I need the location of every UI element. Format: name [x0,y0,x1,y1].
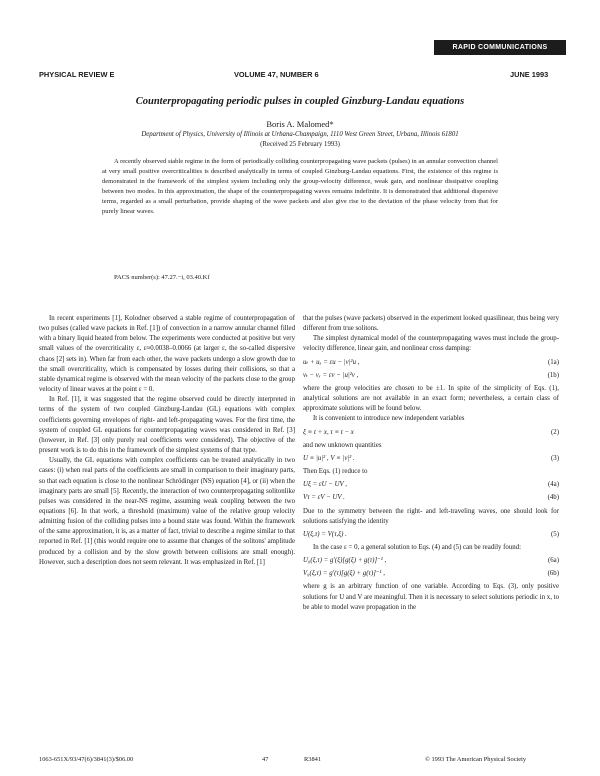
copyright: © 1993 The American Physical Society [425,756,527,763]
body-paragraph: where the group velocities are chosen to be ±1. In spite of the simplicity of Eqs. (1), analytical solutions are not available in an exact form; nevertheless, a certain class of approximate solutions will be found below. [303,384,559,413]
body-paragraph: and new unknown quantities [303,441,382,449]
equation-4a: Uξ = εU − UV , (4a) [303,481,559,489]
rapid-communications-banner: RAPID COMMUNICATIONS [434,40,566,55]
body-paragraph: In the case ε = 0, a general solution to Eqs. (4) and (5) can be readily found: [313,543,521,551]
equation-2: ξ ≡ t + x, τ ≡ t − x (2) [303,428,559,436]
body-paragraph: In recent experiments [1], Kolodner observed a stable regime of counterpropagation of two pulses (called wave packets in Ref. [1]) of convection in a narrow annular channel filled with a binary liquid heated from below. The experiments were conducted at positive but very small values of the overcriticality ε, ε≈0.0038–0.0066 (at larger ε, the so-called dispersive chaos [2] sets in). When far from each other, the wave packets undergo a slow growth due to the small overcriticality, which is compensated by losses during their collisions, so that a stable dynamical regime is observed with the mean velocity of the packets close to the group velocity of linear waves at the point ε = 0. [39,315,295,394]
body-paragraph: In Ref. [1], it was suggested that the regime observed could be directly interpreted in terms of the system of two coupled Ginzburg-Landau (GL) equations with complex coefficients governing envelopes of right- and left-propagating waves. For the first time, the system of coupled GL equations for counterpropagating waves was considered in Ref. [3] (however, in Ref. [3] only purely real coefficients were considered). The objective of the present work is to do this in the framework of the simplest systems of that type. [39,396,295,455]
received-date: (Received 25 February 1993) [260,141,340,148]
body-paragraph: Then Eqs. (1) reduce to [303,468,368,476]
body-paragraph: where g is an arbitrary function of one variable. According to Eqs. (3), only positive solutions for U and V are meaningful. Then it is necessary to select solutions periodic in x, to be able to model wave propagation in the [303,583,559,611]
left-column [39,314,295,568]
paper-title: Counterpropagating periodic pulses in coupled Ginzburg-Landau equations [135,96,465,107]
footer-issue: 47 [262,756,269,763]
right-column [303,314,559,613]
equation-6b: V₀(ξ,τ) = g′(τ)[g(ξ) + g(τ)]⁻¹ , (6b) [303,570,559,578]
pacs-numbers: PACS number(s): 47.27.−i, 03.40.Kf [114,274,210,281]
equation-1b: vₜ − vₓ = εv − |u|²v , (1b) [303,371,559,379]
journal-name: PHYSICAL REVIEW E [39,70,115,79]
body-paragraph: Usually, the GL equations with complex coefficients can be treated analytically in two cases: (i) when real parts of the coefficients are small in comparison to their imaginary parts, so that each equation is close to the nonlinear Schrödinger (NS) equation [4], or (ii) when the imaginary parts are small [5]. Recently, the interaction of two counterpropagating solitonlike pulses was considered in the near-NS regime, assuming weak coupling between the two equations [6]. In that work, a threshold (maximum) value of the relative group velocity admitting fusion of the colliding pulses into a bound state was found. Within the framework of the same approximation, it is, as a matter of fact, trivial to describe a regime similar to that reported in Ref. [1] (this would require one to assume that changes of the solitons' amplitude produced by a collision and by the slow growth between collisions are small enough). However, such a description does not seem relevant. It was emphasized in Ref. [1] [39,457,295,566]
author: Boris A. Malomed* [266,119,334,129]
equation-3: U ≡ |u|² , V ≡ |v|² . (3) [303,454,559,462]
body-paragraph: Due to the symmetry between the right- and left-traveling waves, one should look for solutions satisfying the identity [303,507,559,525]
abstract: A recently observed stable regime in the form of periodically colliding counterpropagating wave packets (pulses) in an annular convection channel at very small positive overcriticalities is described analytically in terms of coupled Ginzburg-Landau equations. First, the existence of this regime is demonstrated in the framework of the simplest system including only the group-velocity difference, weak gain, and nonlinear dissipative coupling between two modes. In this approximation, the shape of the counterpropagating waves remains indefinite. It is demonstrated that additional dispersive terms, regarded as a small perturbation, provide shaping of the wave packets and also give rise to the deviation of the phase velocity from that for purely linear waves. [102,158,498,215]
volume-number: VOLUME 47, NUMBER 6 [234,70,319,79]
body-paragraph: It is convenient to introduce new independent variables [313,415,465,423]
page-number: R3841 [304,756,322,763]
equation-1a: uₜ + uₓ = εu − |v|²u , (1a) [303,358,559,366]
issue-date: JUNE 1993 [510,70,549,79]
body-paragraph: that the pulses (wave packets) observed in the experiment looked quasilinear, thus being very different from true solitons. [303,315,559,333]
affiliation: Department of Physics, University of Illinois at Urbana-Champaign, 1110 West Green Street, Urbana, Illinois 61801 [141,131,459,138]
equation-4b: Vτ = εV − UV . (4b) [303,494,559,502]
equation-6a: U₀(ξ,τ) = g′(ξ)[g(ξ) + g(τ)]⁻¹ , (6a) [303,557,559,565]
equation-5: U(ξ,τ) = V(τ,ξ) . (5) [303,530,559,538]
body-paragraph: The simplest dynamical model of the counterpropagating waves must include the group-velocity difference, linear gain, and nonlinear cross damping: [303,335,559,353]
footer-code: 1063-651X/93/47(6)/3841(3)/$06.00 [39,756,134,763]
